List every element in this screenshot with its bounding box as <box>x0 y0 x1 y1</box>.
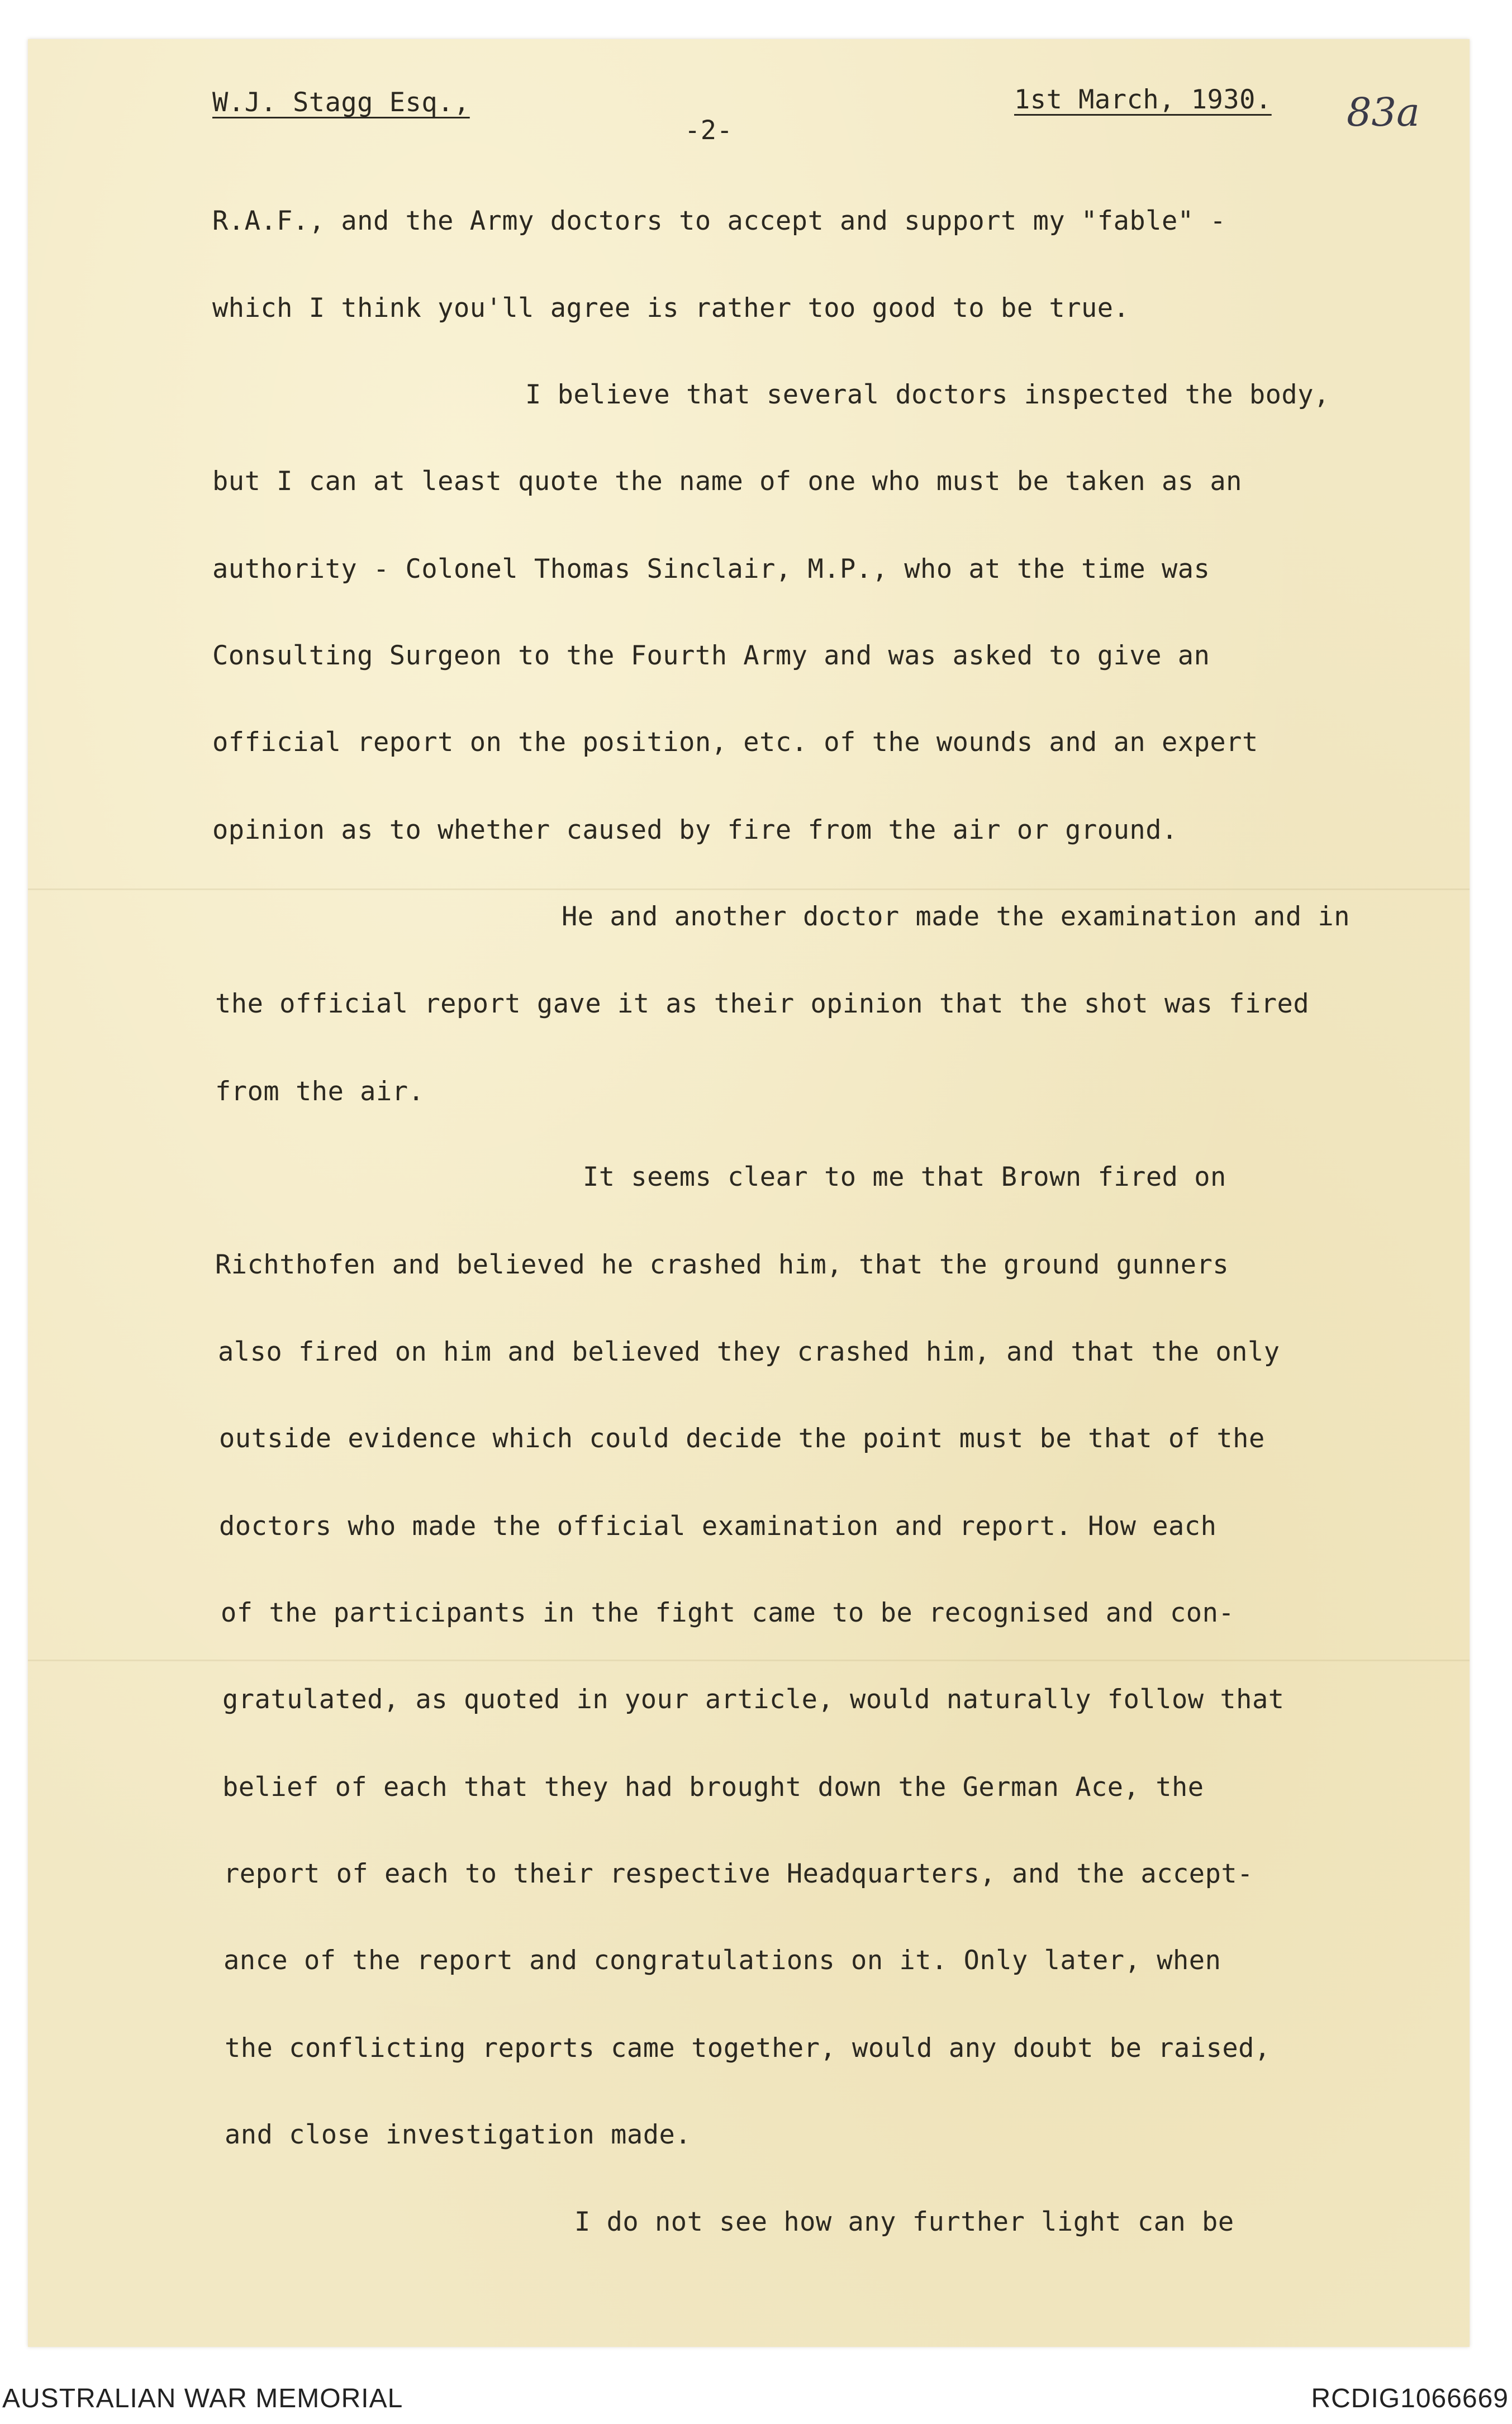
body-line: Consulting Surgeon to the Fourth Army and was asked to give an <box>212 640 1210 671</box>
body-line: and close investigation made. <box>225 2119 692 2150</box>
body-line: He and another doctor made the examination and in <box>562 901 1351 932</box>
paper-crease <box>28 1660 1470 1661</box>
body-line: of the participants in the fight came to be recognised and con- <box>221 1598 1235 1628</box>
body-line: authority - Colonel Thomas Sinclair, M.P., who at the time was <box>212 554 1210 584</box>
body-line: R.A.F., and the Army doctors to accept and support my "fable" - <box>212 206 1226 236</box>
body-line: doctors who made the official examination and report. How each <box>219 1511 1217 1542</box>
body-line: belief of each that they had brought down the German Ace, the <box>222 1772 1204 1803</box>
body-line: from the air. <box>215 1076 425 1107</box>
body-line: also fired on him and believed they crashed him, and that the only <box>218 1337 1280 1367</box>
addressee: W.J. Stagg Esq., <box>212 87 470 118</box>
body-line: I believe that several doctors inspected the body, <box>525 379 1330 410</box>
body-line: the official report gave it as their opinion that the shot was fired <box>215 988 1310 1019</box>
page-number: -2- <box>684 115 733 146</box>
body-line: It seems clear to me that Brown fired on <box>583 1162 1226 1192</box>
body-line: ance of the report and congratulations on it. Only later, when <box>224 1945 1221 1976</box>
letter-date: 1st March, 1930. <box>1014 84 1272 115</box>
body-line: report of each to their respective Headquarters, and the accept- <box>224 1859 1253 1889</box>
paper-crease <box>28 888 1470 890</box>
body-line: Richthofen and believed he crashed him, that the ground gunners <box>215 1249 1229 1280</box>
body-line: official report on the position, etc. of the wounds and an expert <box>212 727 1258 758</box>
body-line: gratulated, as quoted in your article, would naturally follow that <box>222 1684 1285 1715</box>
body-line: the conflicting reports came together, would any doubt be raised, <box>225 2033 1271 2064</box>
body-line: which I think you'll agree is rather too good to be true. <box>212 293 1130 324</box>
body-line: but I can at least quote the name of one who must be taken as an <box>212 466 1242 497</box>
record-reference: RCDIG1066669 <box>1311 2384 1509 2413</box>
body-line: opinion as to whether caused by fire from the air or ground. <box>212 815 1178 845</box>
folio-annotation: 83a <box>1347 89 1420 135</box>
institution-credit: AUSTRALIAN WAR MEMORIAL <box>2 2384 403 2413</box>
body-line: I do not see how any further light can be <box>574 2207 1234 2237</box>
body-line: outside evidence which could decide the point must be that of the <box>219 1423 1265 1454</box>
